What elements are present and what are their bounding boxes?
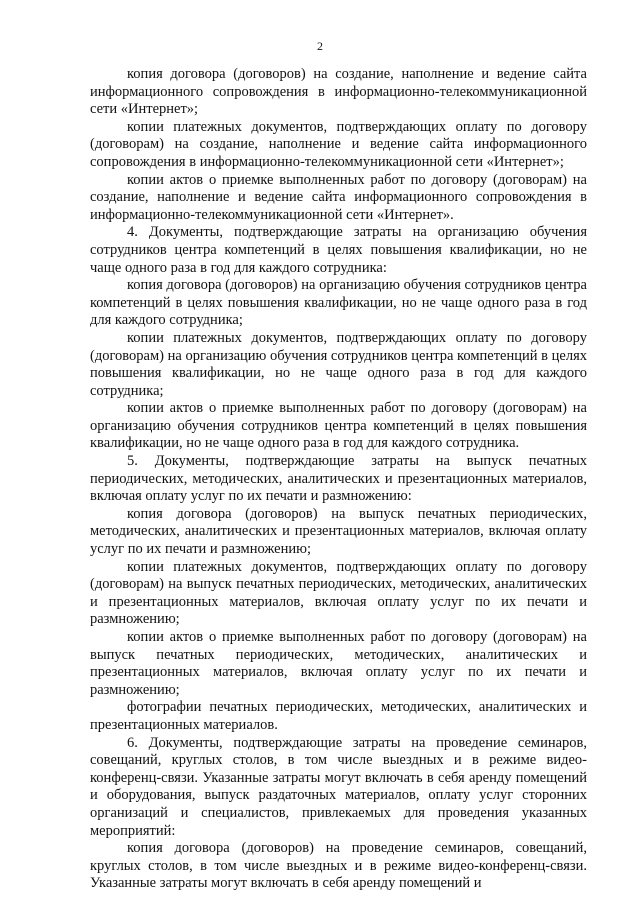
document-body (90, 66, 587, 893)
paragraph: копия договора (договоров) на организацию обучения сотрудников центра компетенций в целях повышения квалификации, но не чаще одного раза в год для каждого сотрудника; (90, 277, 587, 329)
paragraph: копии актов о приемке выполненных работ по договору (договорам) на создание, наполнение и ведение сайта информационного сопровождения в информационно-телекоммуникационной сети «Интернет». (90, 171, 587, 223)
section-5-heading-paragraph: 5. Документы, подтверждающие затраты на выпуск печатных периодических, методических, аналитических и презентационных материалов, включая оплату услуг по их печати и размножению: (90, 453, 587, 505)
paragraph: копии платежных документов, подтверждающих оплату по договору (договорам) на организацию обучения сотрудников центра компетенций в целях повышения квалификации, но не чаще одного раза в год для каждого сотрудника; (90, 329, 587, 399)
section-4-heading-paragraph: 4. Документы, подтверждающие затраты на организацию обучения сотрудников центра компетенций в целях повышения квалификации, но не чаще одного раза в год для каждого сотрудника: (90, 224, 587, 276)
page-number: 2 (317, 39, 323, 53)
paragraph: копии платежных документов, подтверждающих оплату по договору (договорам) на создание, наполнение и ведение сайта информационного сопровождения в информационно-телекоммуникационной сети «Интернет»; (90, 118, 587, 170)
paragraph: фотографии печатных периодических, методических, аналитических и презентационных материалов. (90, 699, 587, 733)
paragraph: копия договора (договоров) на проведение семинаров, совещаний, круглых столов, в том числе выездных и в режиме видео-конференц-связи. Указанные затраты могут включать в себя аренду помещений и (90, 840, 587, 892)
paragraph: копия договора (договоров) на создание, наполнение и ведение сайта информационного сопровождения в информационно-телекоммуникационной сети «Интернет»; (90, 66, 587, 118)
section-6-heading-paragraph: 6. Документы, подтверждающие затраты на проведение семинаров, совещаний, круглых столов, в том числе выездных и в режиме видео-конференц-связи. Указанные затраты могут включать в себя аренду помещений и оборудования, выпуск раздаточных материалов, оплату услуг сторонних организаций и специалистов, привлекаемых для проведения указанных мероприятий: (90, 734, 587, 839)
paragraph: копия договора (договоров) на выпуск печатных периодических, методических, аналитических и презентационных материалов, включая оплату услуг по их печати и размножению; (90, 505, 587, 558)
paragraph: копии актов о приемке выполненных работ по договору (договорам) на организацию обучения сотрудников центра компетенций в целях повышения квалификации, но не чаще одного раза в год для каждого сотрудника. (90, 400, 587, 452)
paragraph: копии актов о приемке выполненных работ по договору (договорам) на выпуск печатных периодических, методических, аналитических и презентационных материалов, включая оплату услуг по их печати и размножению; (90, 629, 587, 698)
paragraph: копии платежных документов, подтверждающих оплату по договору (договорам) на выпуск печатных периодических, методических, аналитических и презентационных материалов, включая оплату услуг по их печати и размножению; (90, 558, 587, 628)
